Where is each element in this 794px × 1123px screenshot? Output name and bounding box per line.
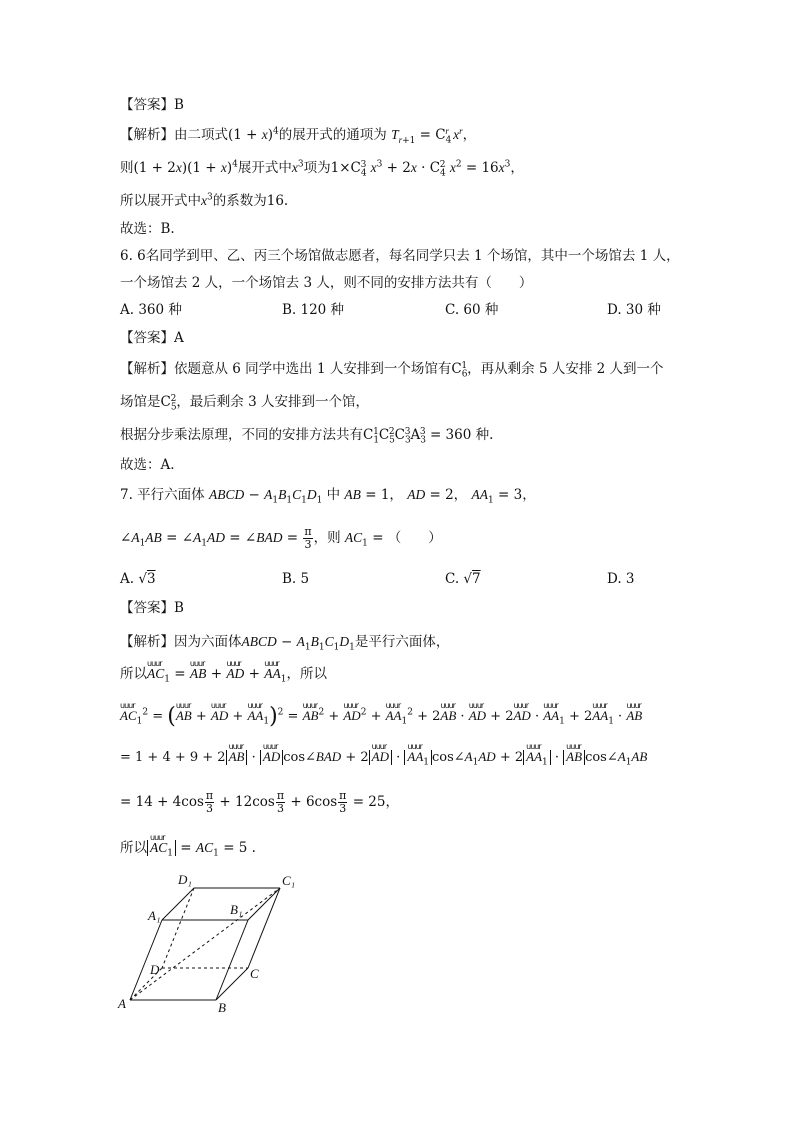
label-b: B xyxy=(218,1000,226,1015)
explanation-6-line2: 场馆是$C_5^2$，最后剩余 3 人安排到一个馆， xyxy=(120,393,369,413)
label-a1: A₁ xyxy=(148,908,161,923)
answer-5: 【答案】B xyxy=(120,97,184,113)
label-d: D xyxy=(150,962,160,977)
explanation-7-line4: = 1 + 4 + 9 + 2uuur AB · uuur AD cos∠BAD + 2uuur AD · uuur $AA_1$ $\cos\angle A_1AD$ + 2uuur $AA_1$ · uuur AB $\cos\angle A_1AB$ xyxy=(120,747,647,768)
label-c1: C₁ xyxy=(282,873,296,888)
q7-option-c: C. √7 xyxy=(445,571,481,587)
question-7-line1: 7. 平行六面体 ABCD − $A_1B_1C_1D_1$ 中 AB = 1， AD = 2， $AA_1 = 3$， xyxy=(120,487,536,506)
explanation-5-line3: 所以展开式中$x^3$的系数为16. xyxy=(120,192,289,209)
explanation-5-line2: 则$(1 + 2x)(1 + x)^4$展开式中$x^3$项为$1\times C_4^3$ $x^3 + 2x \cdot C_4^2$ $x^2 = 16x^3$， xyxy=(120,159,524,179)
q6-option-c: C. 60 种 xyxy=(445,302,499,318)
answer-6: 【答案】A xyxy=(120,330,184,346)
edge-c1b1 xyxy=(248,888,280,920)
label-b1: B₁ xyxy=(230,902,243,917)
q7-option-d: D. 3 xyxy=(607,571,635,587)
conclusion-5: 故选：B. xyxy=(120,221,175,237)
question-6-line1: 6. 6名同学到甲、乙、丙三个场馆做志愿者，每名同学只去 1 个场馆，其中一个场馆去 1 人， xyxy=(120,248,680,264)
explanation-7-line2: 所以uuur $AC_1$ = uuur AB + uuur AD + uuur $AA_1$，所以 xyxy=(120,664,327,684)
answer-7: 【答案】B xyxy=(120,600,184,616)
conclusion-6: 故选：A. xyxy=(120,457,175,473)
edge-c1c xyxy=(248,888,280,968)
label-c: C xyxy=(250,966,259,981)
q7-option-a: A. √3 xyxy=(120,571,156,587)
q7-option-b: B. 5 xyxy=(282,571,310,587)
explanation-7-line5: = 14 + 4cos $\frac{\pi}{3}$ + 12cos $\frac{\pi}{3}$ + 6cos $\frac{\pi}{3}$ = 25， xyxy=(120,789,399,815)
edge-bc xyxy=(216,968,248,1000)
explanation-5-line1: 【解析】由二项式$(1 + x)^4$的展开式的通项为 $T_{r+1} = C_4^r$ $x^r$， xyxy=(120,125,477,146)
explanation-6-line3: 根据分步乘法原理，不同的安排方法共有$C_1^1C_5^2C_3^3A_3^3 = 360$ 种. xyxy=(120,426,494,446)
q6-option-d: D. 30 种 xyxy=(607,302,661,318)
explanation-7-line3: uuur $AC_1^2$ = (uuur AB + uuur AD + uuur $AA_1)^2$ = uuur $AB^2$ + uuur $AD^2$ + uuur $AA_1^2$ + 2uuur AB · uuur AD + 2uuur AD · uuur $AA_1$ + 2uuur $AA_1$ · uuur AB xyxy=(120,706,642,727)
q6-option-a: A. 360 种 xyxy=(120,302,182,318)
edge-b1b xyxy=(216,920,248,1000)
explanation-6-line1: 【解析】依题意从 6 同学中选出 1 人安排到一个场馆有$C_6^1$，再从剩余 5 人安排 2 人到一个 xyxy=(120,360,664,380)
label-a: A xyxy=(118,996,126,1011)
question-7-line2: $\angle A_1AB$ = $\angle A_1AD$ = ∠BAD = $\frac{\pi}{3}$ ，则 $AC_1$ = （ ） xyxy=(120,525,442,551)
question-6-line2: 一个场馆去 2 人，一个场馆去 3 人，则不同的安排方法共有（ ） xyxy=(120,275,533,291)
explanation-7-final: 所以uuur $AC_1 = AC_1 = 5$ . xyxy=(120,838,256,858)
q6-option-b: B. 120 种 xyxy=(282,302,345,318)
edge-a1d1 xyxy=(162,888,194,920)
explanation-7-line1: 【解析】因为六面体ABCD − $A_1B_1C_1D_1$是平行六面体， xyxy=(120,634,450,653)
label-d1: D₁ xyxy=(178,872,192,887)
parallelepiped-figure xyxy=(112,872,312,1020)
